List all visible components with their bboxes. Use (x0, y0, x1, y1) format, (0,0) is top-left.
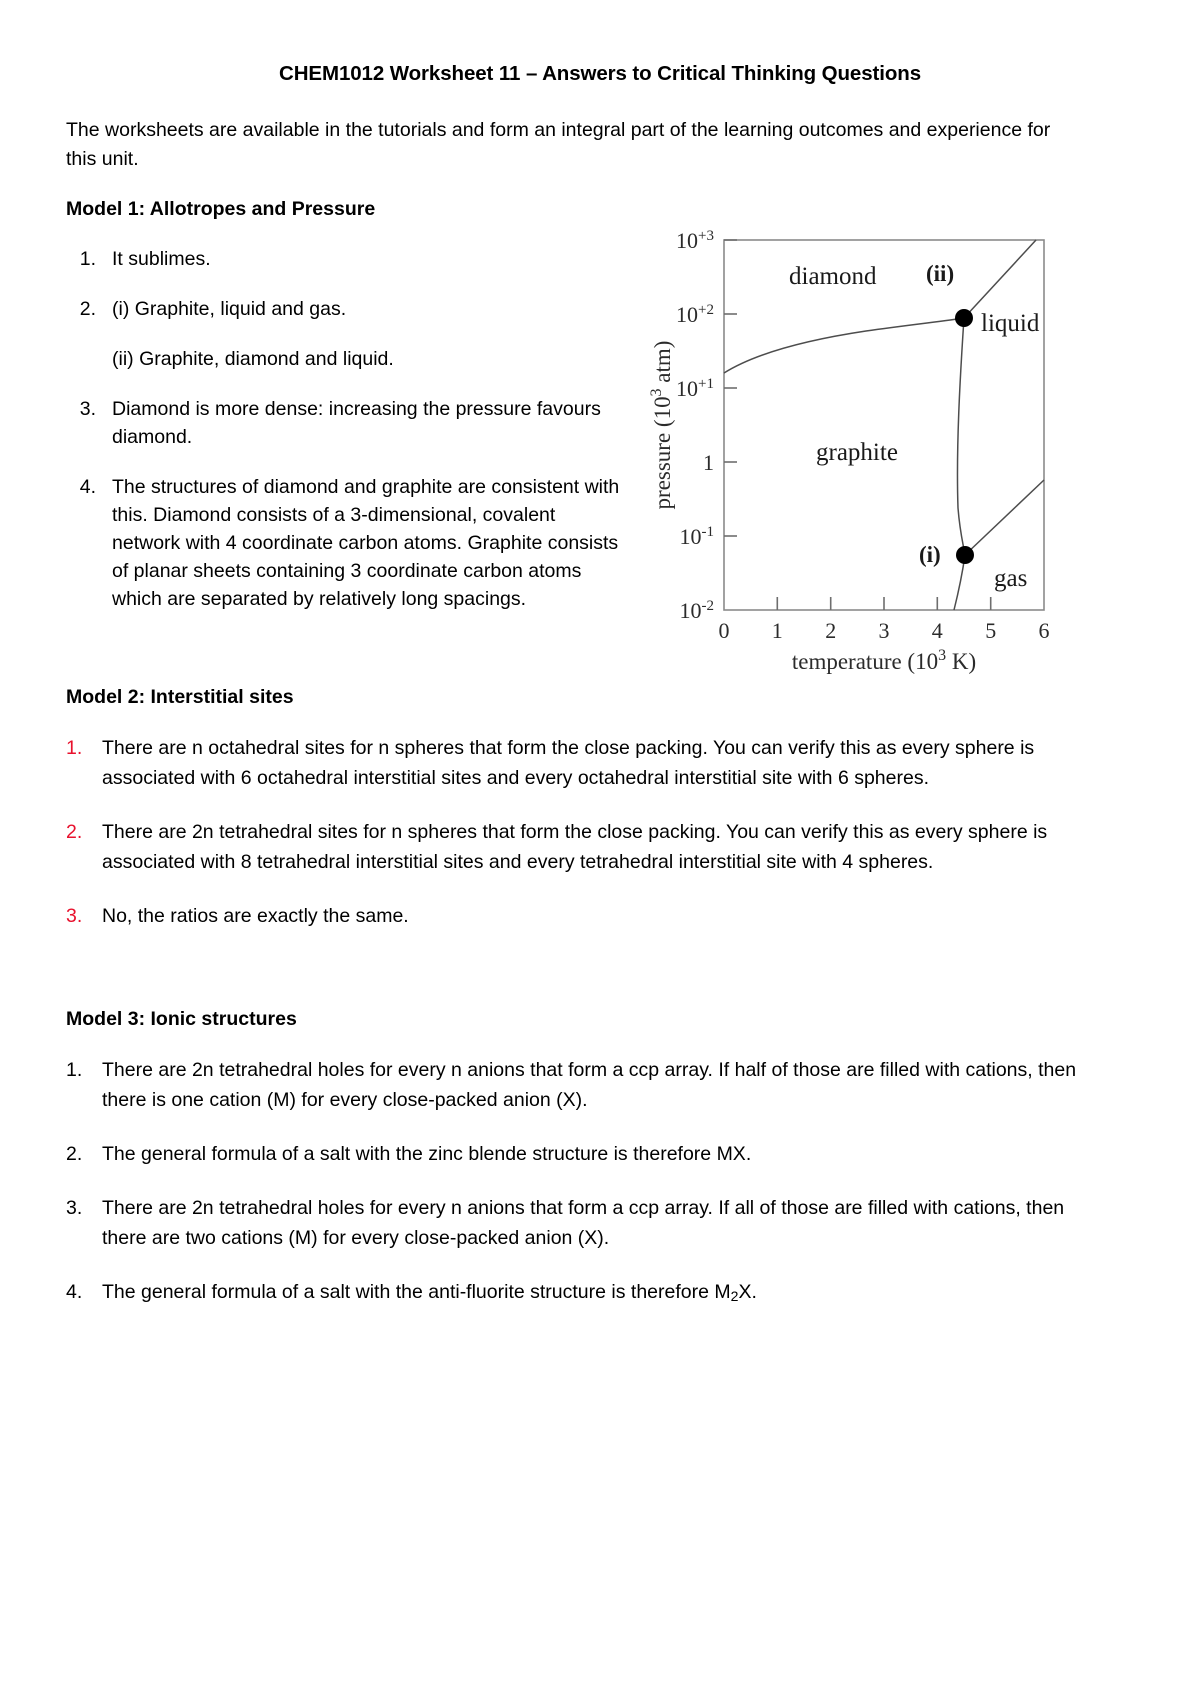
model-1-heading: Model 1: Allotropes and Pressure (66, 198, 376, 220)
list-item-text: Diamond is more dense: increasing the pressure favours diamond. (112, 398, 601, 448)
phase-diagram-figure (636, 228, 1086, 678)
model-3-heading: Model 3: Ionic structures (66, 1008, 297, 1030)
list-item-text: The general formula of a salt with the zinc blende structure is therefore MX. (102, 1143, 752, 1165)
x-tick-label: 0 (718, 618, 730, 643)
list-item (66, 733, 1080, 793)
page-title: CHEM1012 Worksheet 11 – Answers to Critical Thinking Questions (278, 62, 921, 85)
x-axis-ticks (777, 597, 990, 610)
x-tick-label: 6 (1038, 618, 1050, 643)
y-tick-label: 1 (703, 450, 714, 475)
region-labels (789, 263, 1040, 592)
list-item-number: 4. (66, 1281, 83, 1303)
list-item-number: 4. (79, 476, 96, 498)
triple-point-ii-marker (955, 309, 973, 327)
model-3-list (66, 1055, 1080, 1335)
region-label-gas: gas (994, 565, 1028, 592)
y-axis-tick-labels (676, 228, 714, 623)
list-item-text: There are 2n tetrahedral holes for every n anions that form a ccp array. If half of those are filled with cations, then there is one cation (M) for every close-packed anion (X). (102, 1059, 1077, 1111)
annotation-ii: (ii) (926, 261, 955, 286)
list-item-number: 2. (66, 1143, 83, 1165)
list-item-text-primary: (i) Graphite, liquid and gas. (112, 298, 347, 320)
list-item-number: 1. (79, 248, 96, 270)
formula-subscript: 2 (730, 1287, 739, 1304)
list-item-text: It sublimes. (112, 248, 211, 270)
list-item (66, 295, 626, 373)
x-tick-label: 3 (878, 618, 890, 643)
y-tick-label: $10^{+1}$ (676, 376, 714, 401)
list-item-text: There are 2n tetrahedral sites for n spheres that form the close packing. You can verify this as every sphere is associated with 8 tetrahedral interstitial sites and every tetrahedral interstitial site with 4 spheres. (102, 821, 1048, 873)
x-tick-label: 4 (931, 618, 943, 643)
region-label-diamond: diamond (789, 263, 877, 290)
list-item-text (112, 295, 626, 373)
list-item-number: 1. (66, 737, 83, 759)
diamond-liquid-boundary (964, 240, 1036, 318)
region-label-liquid: liquid (981, 310, 1040, 337)
y-tick-label: $10^{-2}$ (679, 598, 714, 623)
list-item (66, 1055, 1080, 1115)
graphite-diamond-boundary (724, 318, 964, 373)
list-item-number: 2. (66, 821, 83, 843)
y-axis-title: pressure ($10^3$ atm) (648, 340, 675, 510)
list-item-text: No, the ratios are exactly the same. (102, 905, 409, 927)
x-axis-title: temperature ($10^3$ K) (791, 647, 977, 674)
list-item-number: 3. (79, 398, 96, 420)
model-2-list (66, 733, 1080, 955)
list-item (66, 901, 1080, 931)
model-1-list (66, 245, 626, 635)
list-item-text: There are 2n tetrahedral holes for every n anions that form a ccp array. If all of those are filled with cations, then there are two cations (M) for every close-packed anion (X). (102, 1197, 1065, 1249)
y-axis-ticks (724, 240, 737, 536)
x-tick-label: 2 (825, 618, 837, 643)
graphite-liquid-boundary (957, 318, 965, 555)
list-item-text (102, 1277, 1080, 1311)
list-item (66, 245, 626, 273)
y-tick-label: $10^{+3}$ (676, 228, 714, 253)
list-item (66, 473, 626, 613)
list-item (66, 1139, 1080, 1169)
x-axis-tick-labels (719, 618, 1050, 643)
model-2-heading: Model 2: Interstitial sites (66, 686, 294, 708)
y-tick-label: $10^{-1}$ (679, 524, 714, 549)
list-item-text: There are n octahedral sites for n spheres that form the close packing. You can verify this as every sphere is associated with 6 octahedral interstitial sites and every octahedral interstitial site with 6 spheres. (102, 737, 1035, 789)
list-item (66, 395, 626, 451)
list-item (66, 817, 1080, 877)
intro-paragraph: The worksheets are available in the tutorials and form an integral part of the learning outcomes and experience for this unit. (66, 119, 1051, 170)
list-item-text-suffix: X. (738, 1281, 757, 1303)
phase-boundary-curves (724, 240, 1044, 610)
list-item-text-secondary: (ii) Graphite, diamond and liquid. (112, 348, 394, 370)
region-label-graphite: graphite (816, 439, 898, 466)
list-item-number: 3. (66, 1197, 83, 1219)
y-tick-label: $10^{+2}$ (676, 302, 714, 327)
annotation-i: (i) (919, 542, 941, 567)
list-item-number: 2. (79, 298, 96, 320)
list-item (66, 1193, 1080, 1253)
list-item-text-prefix: The general formula of a salt with the anti-fluorite structure is therefore M (102, 1281, 731, 1303)
list-item-number: 3. (66, 905, 83, 927)
point-annotations (919, 261, 954, 567)
x-tick-label: 5 (985, 618, 997, 643)
list-item-text: The structures of diamond and graphite are consistent with this. Diamond consists of a 3-dimensional, covalent network with 4 coordinate carbon atoms. Graphite consists of planar sheets containing 3 coordinate carbon atoms which are separated by relatively long spacings. (112, 476, 620, 610)
x-tick-label: 1 (771, 618, 783, 643)
plot-axes (724, 240, 1044, 610)
list-item-number: 1. (66, 1059, 83, 1081)
list-item (66, 1277, 1080, 1311)
liquid-gas-boundary (965, 480, 1044, 555)
triple-point-i-marker (956, 546, 974, 564)
